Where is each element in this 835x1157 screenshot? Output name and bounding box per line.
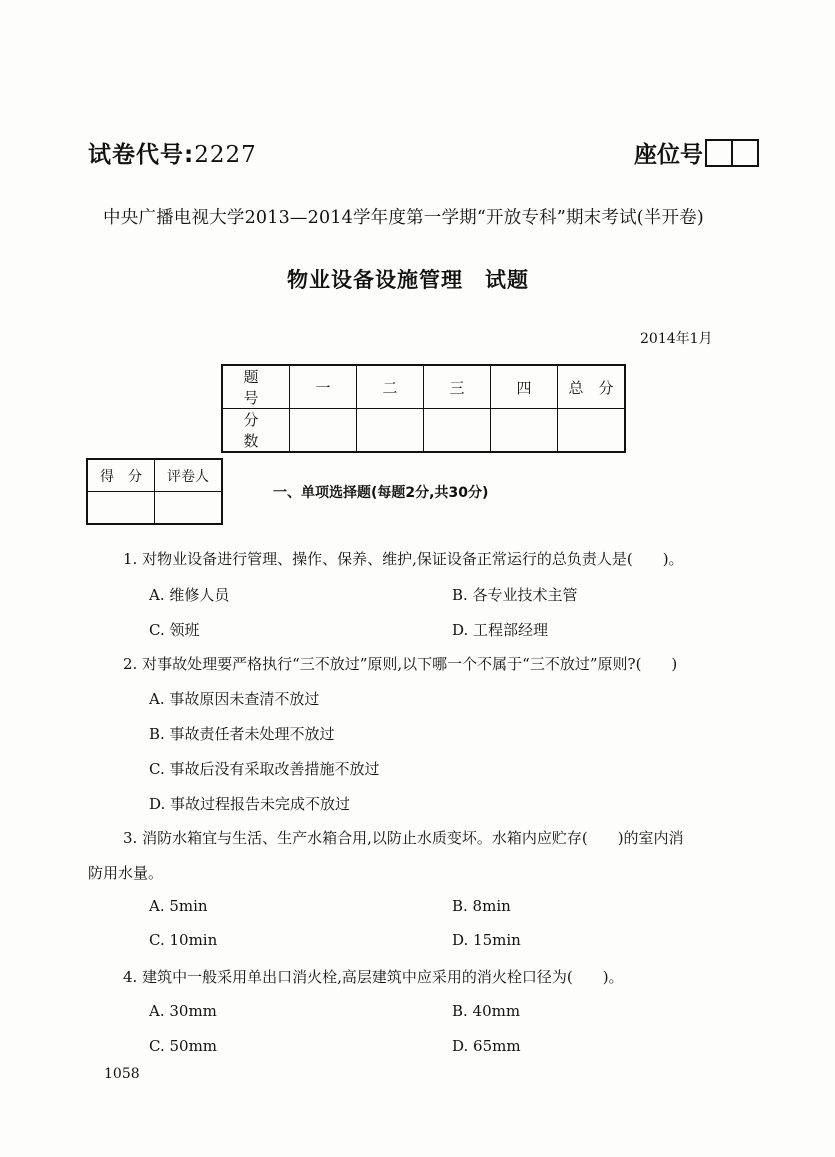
score-table-cell: 一: [290, 365, 357, 409]
score-table-cell: 题 号: [222, 365, 290, 409]
score-table-cell: 二: [357, 365, 424, 409]
paper-code-label: 试卷代号:: [88, 142, 195, 168]
score-table-cell: [290, 409, 357, 453]
seat-box: [707, 141, 731, 165]
page-number: 1058: [104, 1066, 140, 1082]
question-3-option-c: C. 10min: [149, 931, 218, 949]
question-4-option-d: D. 65mm: [452, 1037, 521, 1055]
question-1-option-c: C. 领班: [149, 621, 200, 639]
question-3-stem-continued: 防用水量。: [88, 864, 164, 882]
question-1-option-d: D. 工程部经理: [452, 621, 549, 639]
exam-date: 2014年1月: [640, 331, 713, 347]
question-4-stem: 4. 建筑中一般采用单出口消火栓,高层建筑中应采用的消火栓口径为( )。: [123, 968, 624, 986]
question-2-option-a: A. 事故原因未查清不放过: [149, 690, 320, 708]
score-table-header-row: [222, 365, 625, 409]
score-table: [221, 364, 626, 453]
grader-table: [86, 458, 223, 525]
grader-table-score-label: 得 分: [87, 459, 155, 492]
question-2-stem: 2. 对事故处理要严格执行“三不放过”原则,以下哪一个不属于“三不放过”原则?( ): [123, 655, 678, 673]
grader-table-cell: [155, 492, 223, 525]
question-2-option-c: C. 事故后没有采取改善措施不放过: [149, 760, 380, 778]
score-table-cell: 总 分: [558, 365, 626, 409]
question-1-option-b: B. 各专业技术主管: [452, 586, 578, 604]
section-heading: 一、单项选择题(每题2分,共30分): [273, 485, 489, 501]
score-table-cell: 三: [424, 365, 491, 409]
score-table-cell: [491, 409, 558, 453]
question-3-option-a: A. 5min: [149, 897, 208, 915]
question-4-option-b: B. 40mm: [452, 1002, 521, 1020]
grader-table-grader-label: 评卷人: [155, 459, 223, 492]
grader-table-cell: [87, 492, 155, 525]
paper-code: [88, 136, 257, 169]
question-2-option-b: B. 事故责任者未处理不放过: [149, 725, 335, 743]
question-4-option-c: C. 50mm: [149, 1037, 218, 1055]
paper-code-number: 2227: [194, 142, 257, 168]
question-3-stem: 3. 消防水箱宜与生活、生产水箱合用,以防止水质变坏。水箱内应贮存( )的室内消: [123, 829, 684, 847]
seat-number-boxes: [705, 139, 759, 167]
question-4-option-a: A. 30mm: [149, 1002, 217, 1020]
question-1-option-a: A. 维修人员: [149, 586, 230, 604]
seat-label: 座位号: [634, 142, 703, 168]
question-2-option-d: D. 事故过程报告未完成不放过: [149, 795, 351, 813]
question-3-option-b: B. 8min: [452, 897, 511, 915]
score-table-score-row: [222, 409, 625, 453]
question-1-stem: 1. 对物业设备进行管理、操作、保养、维护,保证设备正常运行的总负责人是( )。: [123, 550, 684, 568]
score-table-cell: 四: [491, 365, 558, 409]
score-table-cell: [424, 409, 491, 453]
seat-number: [634, 136, 759, 169]
score-table-cell: [558, 409, 626, 453]
score-table-cell: [357, 409, 424, 453]
exam-title: 物业设备设施管理 试题: [287, 268, 529, 292]
score-table-cell: 分 数: [222, 409, 290, 453]
exam-subtitle: 中央广播电视大学2013—2014学年度第一学期“开放专科”期末考试(半开卷): [103, 208, 704, 228]
question-3-option-d: D. 15min: [452, 931, 521, 949]
seat-box: [731, 141, 757, 165]
